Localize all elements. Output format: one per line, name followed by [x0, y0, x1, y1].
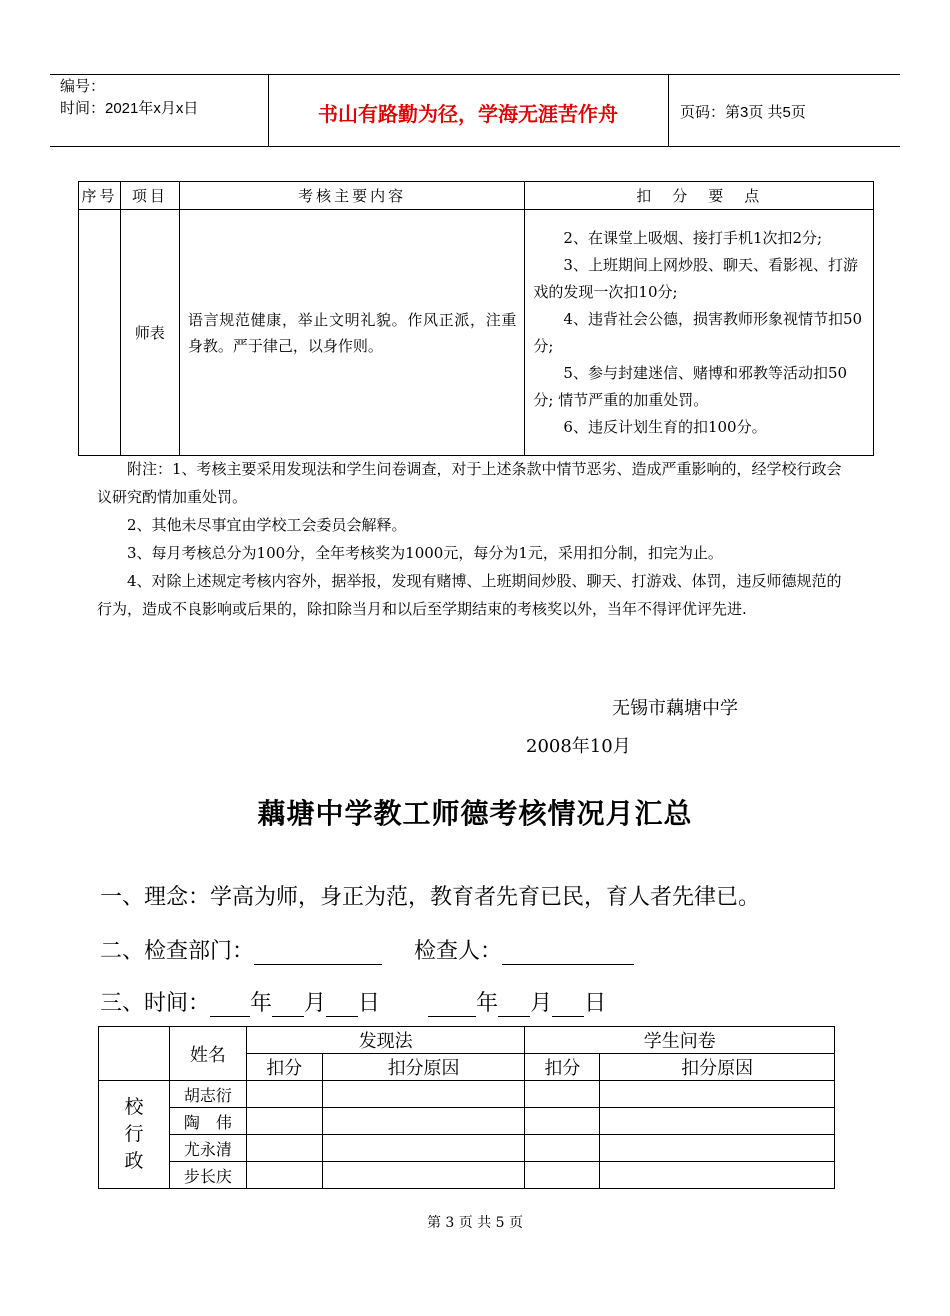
note-item: 3、每月考核总分为100分，全年考核奖为1000元，每分为1元，采用扣分制，扣完为止。 [127, 544, 723, 562]
summary-table [98, 1026, 835, 1189]
point-item: 3、上班期间上网炒股、聊天、看影视、打游戏的发现一次扣10分; [533, 255, 858, 301]
page-title: 藕塘中学教工师德考核情况月汇总 [257, 797, 693, 830]
time-line [100, 986, 606, 1017]
assessment-table [78, 181, 874, 456]
end-month-blank[interactable] [498, 992, 530, 1017]
reason-cell[interactable] [322, 1162, 525, 1189]
summary-header-row [99, 1027, 835, 1054]
sub-reason-header: 扣分原因 [322, 1054, 525, 1081]
reason-cell[interactable] [600, 1162, 835, 1189]
score-cell[interactable] [246, 1162, 322, 1189]
time-label: 三、时间： [100, 991, 211, 1016]
category-char: 政 [124, 1150, 144, 1172]
group-discovery-header: 发现法 [246, 1027, 525, 1054]
header-meta [60, 76, 198, 120]
end-day-blank[interactable] [552, 992, 584, 1017]
end-year-blank[interactable] [428, 992, 476, 1017]
category-char: 校 [124, 1096, 144, 1118]
table-row [99, 1108, 835, 1135]
staff-name: 步长庆 [169, 1162, 246, 1189]
group-survey-header: 学生问卷 [525, 1027, 835, 1054]
sub-score-header: 扣分 [246, 1054, 322, 1081]
year-unit: 年 [476, 991, 499, 1016]
signature-date: 2008年10月 [526, 736, 631, 757]
start-day-blank[interactable] [326, 992, 358, 1017]
year-unit: 年 [250, 991, 273, 1016]
point-item: 2、在课堂上吸烟、接打手机1次扣2分; [563, 228, 823, 247]
month-unit: 月 [530, 991, 553, 1016]
point-item: 5、参与封建迷信、赌博和邪教等活动扣50分; 情节严重的加重处罚。 [533, 363, 848, 409]
start-month-blank[interactable] [272, 992, 304, 1017]
header-content: 考核主要内容 [179, 182, 525, 210]
score-cell[interactable] [246, 1135, 322, 1162]
note-item: 附注：1、考核主要采用发现法和学生问卷调查，对于上述条款中情节恶劣、造成严重影响的，经学校行政会议研究酌情加重处罚。 [97, 460, 842, 506]
dept-line [100, 934, 634, 965]
page-footer: 第 3 页 共 5 页 [426, 1215, 524, 1231]
reason-cell[interactable] [322, 1108, 525, 1135]
doc-time-label: 时间：2021年x月x日 [60, 100, 199, 117]
table-row [99, 1135, 835, 1162]
day-unit: 日 [358, 991, 381, 1016]
name-header: 姓名 [169, 1027, 246, 1081]
note-item: 4、对除上述规定考核内容外，据举报，发现有赌博、上班期间炒股、聊天、打游戏、体罚，违反师德规范的行为，造成不良影响或后果的，除扣除当月和以后至学期结束的考核奖以外，当年不得评优评先进. [97, 572, 842, 618]
point-item: 6、违反计划生育的扣100分。 [563, 417, 767, 436]
score-cell[interactable] [525, 1135, 600, 1162]
header-top-rule [50, 74, 900, 75]
staff-name: 陶 伟 [169, 1108, 246, 1135]
reason-cell[interactable] [600, 1135, 835, 1162]
reason-cell[interactable] [322, 1135, 525, 1162]
day-unit: 日 [584, 991, 607, 1016]
dept-label: 二、检查部门： [100, 939, 255, 964]
sub-reason-header: 扣分原因 [600, 1054, 835, 1081]
concept-line: 一、理念：学高为师，身正为范，教育者先育已民，育人者先律已。 [100, 885, 761, 910]
staff-name: 胡志衍 [169, 1081, 246, 1108]
dept-blank[interactable] [254, 940, 382, 965]
assessment-table-header [79, 182, 874, 210]
row-content: 语言规范健康，举止文明礼貌。作风正派，注重身教。严于律己，以身作则。 [179, 210, 525, 456]
row-no [79, 210, 121, 456]
score-cell[interactable] [525, 1108, 600, 1135]
header-no: 序号 [79, 182, 121, 210]
table-row [99, 1081, 835, 1108]
category-char: 行 [124, 1123, 144, 1145]
score-cell[interactable] [525, 1081, 600, 1108]
staff-name: 尤永清 [169, 1135, 246, 1162]
category-header-cell [99, 1027, 170, 1081]
reason-cell[interactable] [322, 1081, 525, 1108]
point-item: 4、违背社会公德，损害教师形象视情节扣50分; [533, 309, 863, 355]
row-points [525, 210, 874, 456]
table-row [99, 1162, 835, 1189]
inspector-label: 检查人： [414, 939, 503, 964]
reason-cell[interactable] [600, 1108, 835, 1135]
sub-score-header: 扣分 [525, 1054, 600, 1081]
notes [97, 455, 855, 623]
category-cell [99, 1081, 170, 1189]
start-year-blank[interactable] [210, 992, 250, 1017]
inspector-blank[interactable] [502, 940, 634, 965]
header-page-number: 页码：第3页 共5页 [680, 104, 806, 121]
header-points: 扣 分 要 点 [525, 182, 874, 210]
reason-cell[interactable] [600, 1081, 835, 1108]
header-bottom-rule [50, 146, 900, 147]
row-item: 师表 [120, 210, 179, 456]
score-cell[interactable] [246, 1108, 322, 1135]
score-cell[interactable] [525, 1162, 600, 1189]
score-cell[interactable] [246, 1081, 322, 1108]
note-item: 2、其他未尽事宜由学校工会委员会解释。 [127, 516, 407, 534]
header-motto: 书山有路勤为径，学海无涯苦作舟 [318, 104, 618, 126]
school-name: 无锡市藕塘中学 [612, 698, 738, 719]
header-item: 项目 [120, 182, 179, 210]
month-unit: 月 [304, 991, 327, 1016]
doc-number-label: 编号： [60, 78, 106, 95]
assessment-row [79, 210, 874, 456]
header-divider-right [668, 74, 669, 146]
